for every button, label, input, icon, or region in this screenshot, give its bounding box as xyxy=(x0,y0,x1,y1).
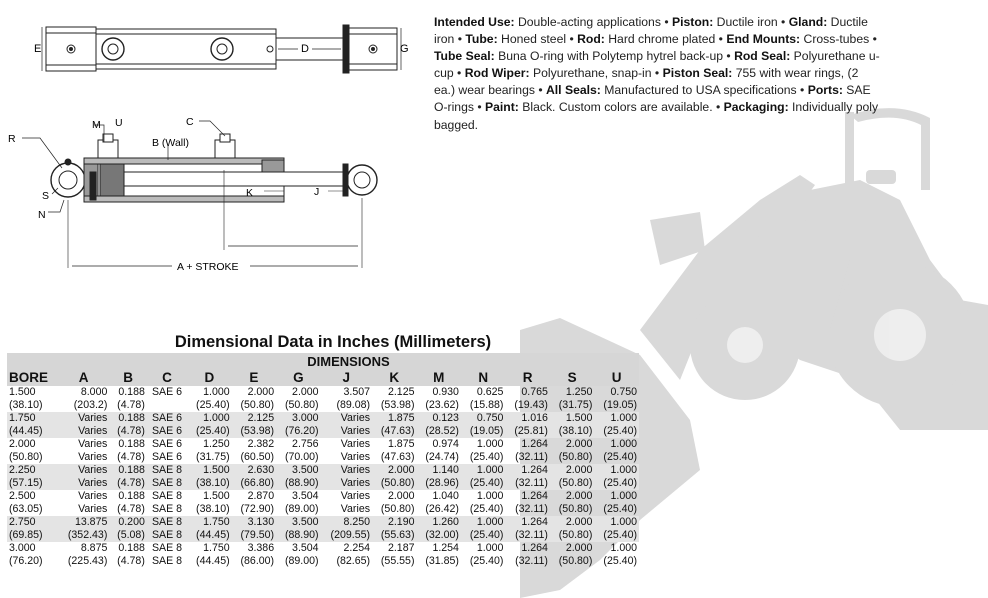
spec-value: Black. Custom colors are available. • xyxy=(518,100,724,115)
table-cell: Varies xyxy=(58,425,109,438)
table-column-header-row xyxy=(7,369,639,386)
table-cell: (47.63) xyxy=(380,451,415,463)
table-cell: (25.40) xyxy=(461,529,505,542)
table-cell: 2.000 xyxy=(565,490,593,502)
table-cell: 3.507 xyxy=(343,386,371,398)
table-cell: (66.80) xyxy=(232,477,276,490)
table-row xyxy=(7,503,639,516)
table-cell: (32.00) xyxy=(416,529,460,542)
table-cell: (4.78) xyxy=(117,451,145,463)
spec-label: All Seals: xyxy=(545,83,601,98)
table-cell: 1.000 xyxy=(594,412,639,425)
table-cell: (60.50) xyxy=(240,451,275,463)
table-cell: (209.55) xyxy=(321,529,372,542)
table-cell: SAE 8 xyxy=(147,477,187,490)
table-cell: 2.000 xyxy=(372,464,416,477)
dimensional-data-table xyxy=(7,353,639,568)
table-cell: (25.40) xyxy=(603,451,637,463)
table-cell: (32.11) xyxy=(505,477,549,490)
spec-value: Ductile iron • xyxy=(713,15,789,29)
table-row xyxy=(7,477,639,490)
table-row xyxy=(7,412,639,425)
table-cell: Varies xyxy=(321,464,372,477)
spec-label: Tube Seal: xyxy=(434,49,495,64)
table-cell: 1.500 xyxy=(187,464,231,477)
table-cell: (88.90) xyxy=(276,529,320,542)
table-cell: 3.130 xyxy=(232,516,276,529)
column-header-k: K xyxy=(389,370,400,385)
table-cell: 1.000 xyxy=(203,386,230,398)
table-row xyxy=(7,386,639,399)
table-cell: 1.254 xyxy=(432,542,459,554)
table-cell: 1.250 xyxy=(203,438,230,450)
table-cell: (5.08) xyxy=(109,529,147,542)
table-cell: 1.264 xyxy=(521,542,548,554)
table-cell: 3.000 xyxy=(276,412,320,425)
table-cell: 0.188 xyxy=(109,464,147,477)
table-cell: (25.40) xyxy=(196,399,230,411)
table-cell: (25.40) xyxy=(603,503,637,515)
table-cell: 13.875 xyxy=(58,516,109,529)
table-cell: (31.75) xyxy=(558,399,593,411)
table-cell: 1.750 xyxy=(7,412,58,425)
table-cell: 0.765 xyxy=(521,386,548,398)
column-header-j: J xyxy=(342,370,351,385)
table-cell: 3.000 xyxy=(9,542,36,554)
table-cell: 1.500 xyxy=(9,386,36,398)
table-title: Dimensional Data in Inches (Millimeters) xyxy=(174,333,492,351)
table-cell: 1.140 xyxy=(416,464,460,477)
table-cell: 1.040 xyxy=(432,490,459,502)
table-cell: (47.63) xyxy=(372,425,416,438)
table-cell: 2.750 xyxy=(7,516,58,529)
table-cell: (76.20) xyxy=(9,555,43,567)
label-r: R xyxy=(8,133,16,145)
table-cell: (31.75) xyxy=(196,451,230,463)
spec-label: Piston Seal: xyxy=(662,66,733,81)
table-cell: 0.930 xyxy=(432,386,459,398)
table-cell: 2.000 xyxy=(550,464,594,477)
spec-value: Polyurethane u-cup • xyxy=(434,49,880,81)
table-cell: (82.65) xyxy=(336,555,371,567)
table-cell: (23.62) xyxy=(425,399,459,411)
spec-label: Tube: xyxy=(465,32,498,47)
table-cell: 2.254 xyxy=(343,542,371,554)
table-cell: (69.85) xyxy=(7,529,58,542)
label-j: J xyxy=(314,186,320,198)
table-row xyxy=(7,425,639,438)
table-cell: 1.000 xyxy=(476,438,504,450)
table-cell: 1.000 xyxy=(610,438,637,450)
table-cell: (28.52) xyxy=(416,425,460,438)
table-cell: (24.74) xyxy=(425,451,459,463)
spec-value: 755 with wear rings, (2 ea.) wear bearings • xyxy=(434,66,859,98)
table-cell: 1.000 xyxy=(594,464,639,477)
table-cell: (38.10) xyxy=(187,477,231,490)
table-cell: (44.45) xyxy=(7,425,58,438)
table-cell: (28.96) xyxy=(416,477,460,490)
table-cell: Varies xyxy=(340,503,371,515)
table-cell: (57.15) xyxy=(7,477,58,490)
table-cell: SAE 8 xyxy=(151,503,183,515)
table-cell: 3.504 xyxy=(292,490,319,502)
table-cell: 0.188 xyxy=(118,438,145,450)
table-cell: SAE 8 xyxy=(147,464,187,477)
table-cell: (50.80) xyxy=(550,477,594,490)
table-cell: 1.500 xyxy=(203,490,230,502)
table-cell: SAE 8 xyxy=(151,555,183,567)
table-cell: (72.90) xyxy=(240,503,275,515)
table-cell: SAE 8 xyxy=(147,529,187,542)
table-cell xyxy=(147,399,187,412)
dimensions-header: DIMENSIONS xyxy=(307,353,390,369)
table-cell: (19.05) xyxy=(461,425,505,438)
table-cell: (25.40) xyxy=(461,477,505,490)
table-cell: (25.40) xyxy=(603,555,637,567)
table-cell: (79.50) xyxy=(232,529,276,542)
column-header-bore: BORE xyxy=(9,370,49,385)
spec-label: Packaging: xyxy=(723,100,789,115)
table-cell: 8.250 xyxy=(321,516,372,529)
table-row xyxy=(7,399,639,412)
table-cell: 2.000 xyxy=(565,438,593,450)
spec-value: Polyurethane, snap-in • xyxy=(529,66,663,81)
table-cell: 1.260 xyxy=(416,516,460,529)
table-row xyxy=(7,451,639,464)
table-cell: (32.11) xyxy=(515,555,548,567)
column-header-m: M xyxy=(433,370,445,385)
column-header-n: N xyxy=(478,370,489,385)
table-cell: (50.80) xyxy=(9,451,43,463)
spec-value: Hard chrome plated • xyxy=(604,32,727,47)
table-cell: (70.00) xyxy=(284,451,319,463)
table-row xyxy=(7,490,639,503)
table-cell: 0.188 xyxy=(118,386,145,398)
table-cell: 2.000 xyxy=(9,438,36,450)
table-cell: (25.40) xyxy=(469,451,504,463)
cylinder-technical-drawing xyxy=(0,0,430,290)
table-body xyxy=(7,386,639,568)
table-cell: 0.200 xyxy=(109,516,147,529)
column-header-a: A xyxy=(78,370,89,385)
cylinder-section-view xyxy=(22,121,377,268)
table-cell: (50.80) xyxy=(558,555,593,567)
table-cell: 2.500 xyxy=(9,490,36,502)
table-cell: Varies xyxy=(58,412,109,425)
table-cell: Varies xyxy=(78,503,108,515)
table-cell: 1.500 xyxy=(550,412,594,425)
table-cell: 0.750 xyxy=(610,386,637,398)
table-cell: 2.000 xyxy=(247,386,275,398)
table-cell: (50.80) xyxy=(550,529,594,542)
table-cell: 1.000 xyxy=(461,464,505,477)
spec-value: Ductile iron • xyxy=(434,15,868,47)
table-cell: 1.875 xyxy=(387,438,415,450)
table-cell: 3.386 xyxy=(247,542,275,554)
table-cell: 1.264 xyxy=(505,516,549,529)
label-a-stroke: A + STROKE xyxy=(177,261,239,273)
table-cell: 2.187 xyxy=(387,542,415,554)
table-cell: Varies xyxy=(78,451,108,463)
table-cell: SAE 6 xyxy=(151,386,183,398)
table-cell: (25.40) xyxy=(594,529,639,542)
label-u: U xyxy=(115,117,123,129)
label-n: N xyxy=(38,209,46,221)
table-cell: SAE 6 xyxy=(151,451,183,463)
table-cell: (38.10) xyxy=(196,503,230,515)
table-cell: (89.00) xyxy=(284,555,319,567)
spec-label: Paint: xyxy=(485,100,519,115)
table-cell: (89.08) xyxy=(336,399,371,411)
spec-value: SAE O-rings • xyxy=(434,83,871,115)
table-cell: 8.875 xyxy=(80,542,108,554)
table-cell: 2.000 xyxy=(550,516,594,529)
table-cell: 2.125 xyxy=(232,412,276,425)
table-cell: (25.40) xyxy=(469,503,504,515)
table-cell: (4.78) xyxy=(117,399,145,411)
table-row xyxy=(7,529,639,542)
table-cell: Varies xyxy=(58,477,109,490)
table-cell: 1.016 xyxy=(505,412,549,425)
spec-label: Rod: xyxy=(577,32,605,47)
table-cell: (32.11) xyxy=(515,451,548,463)
table-cell: (19.43) xyxy=(514,399,548,411)
table-cell: 1.750 xyxy=(187,516,231,529)
column-header-b: B xyxy=(123,370,133,385)
spec-value: Buna O-ring with Polytemp hytrel back-up • xyxy=(494,49,735,64)
table-row xyxy=(7,542,639,555)
table-cell: (25.40) xyxy=(469,555,504,567)
table-cell: 1.264 xyxy=(521,490,548,502)
table-cell: 2.190 xyxy=(372,516,416,529)
table-cell: 0.123 xyxy=(416,412,460,425)
label-s: S xyxy=(42,190,50,202)
table-cell: 1.750 xyxy=(203,542,230,554)
table-cell: (4.78) xyxy=(109,477,147,490)
table-row xyxy=(7,464,639,477)
table-cell: (86.00) xyxy=(240,555,275,567)
table-cell: (203.2) xyxy=(73,399,108,411)
table-cell: 2.000 xyxy=(565,542,593,554)
spec-value: Double-acting applications • xyxy=(514,15,672,29)
table-cell: 1.264 xyxy=(521,438,548,450)
table-cell: SAE 8 xyxy=(147,516,187,529)
table-cell: (88.90) xyxy=(276,477,320,490)
column-header-d: D xyxy=(204,370,215,385)
table-cell: Varies xyxy=(78,438,108,450)
table-cell: (63.05) xyxy=(9,503,43,515)
table-cell: 2.000 xyxy=(292,386,319,398)
spec-value: Manufactured to USA specifications • xyxy=(600,83,808,98)
table-group-header-row xyxy=(7,353,639,369)
table-cell: 2.250 xyxy=(7,464,58,477)
table-cell: 0.188 xyxy=(118,542,145,554)
table-cell: 1.000 xyxy=(187,412,231,425)
table-cell: (352.43) xyxy=(58,529,109,542)
table-cell: SAE 8 xyxy=(151,490,183,502)
table-cell: 0.188 xyxy=(118,490,145,502)
table-cell: 2.630 xyxy=(232,464,276,477)
table-cell: (38.10) xyxy=(9,399,43,411)
table-cell: 3.500 xyxy=(276,516,320,529)
table-cell: (44.45) xyxy=(187,529,231,542)
table-cell: 2.870 xyxy=(247,490,275,502)
table-cell: 0.188 xyxy=(109,412,147,425)
spec-label: Rod Seal: xyxy=(734,49,791,64)
table-cell: (4.78) xyxy=(117,503,145,515)
table-cell: 1.250 xyxy=(565,386,593,398)
spec-label: Ports: xyxy=(807,83,843,98)
table-cell: (25.81) xyxy=(505,425,549,438)
table-cell: (55.55) xyxy=(380,555,415,567)
table-cell: (50.80) xyxy=(558,503,593,515)
table-cell: 2.000 xyxy=(387,490,415,502)
table-cell: (4.78) xyxy=(117,555,145,567)
table-cell: SAE 6 xyxy=(147,412,187,425)
table-cell: Varies xyxy=(340,451,371,463)
table-cell: 1.000 xyxy=(476,542,504,554)
table-cell: SAE 6 xyxy=(147,425,187,438)
label-b-wall: B (Wall) xyxy=(152,137,189,149)
table-cell: (50.80) xyxy=(372,477,416,490)
table-row xyxy=(7,555,639,568)
table-cell: (225.43) xyxy=(67,555,108,567)
column-header-c: C xyxy=(162,370,172,385)
table-cell: 1.000 xyxy=(461,516,505,529)
table-cell: 1.000 xyxy=(610,542,637,554)
table-cell: (53.98) xyxy=(380,399,415,411)
table-cell: 0.750 xyxy=(461,412,505,425)
table-cell: SAE 8 xyxy=(151,542,183,554)
table-cell: (50.80) xyxy=(558,451,593,463)
table-cell: (15.88) xyxy=(469,399,504,411)
spec-label: Gland: xyxy=(788,15,828,29)
table-cell: Varies xyxy=(321,477,372,490)
table-cell: (32.11) xyxy=(515,503,548,515)
label-d: D xyxy=(301,43,309,55)
table-cell: Varies xyxy=(321,425,372,438)
table-cell: 8.000 xyxy=(80,386,108,398)
table-cell: (55.63) xyxy=(372,529,416,542)
column-header-r: R xyxy=(522,370,533,385)
table-cell: Varies xyxy=(78,490,108,502)
table-row xyxy=(7,516,639,529)
table-cell: (53.98) xyxy=(232,425,276,438)
column-header-g: G xyxy=(293,370,304,385)
table-cell: (50.80) xyxy=(284,399,319,411)
table-cell: (76.20) xyxy=(276,425,320,438)
table-cell: 1.875 xyxy=(372,412,416,425)
label-c: C xyxy=(186,116,194,128)
table-cell: Varies xyxy=(321,412,372,425)
table-cell: (4.78) xyxy=(109,425,147,438)
table-cell: 1.000 xyxy=(610,490,637,502)
column-header-e: E xyxy=(249,370,259,385)
table-row xyxy=(7,438,639,451)
table-cell: (38.10) xyxy=(550,425,594,438)
table-cell: Varies xyxy=(340,438,371,450)
table-cell: 1.000 xyxy=(476,490,504,502)
label-k: K xyxy=(246,187,254,199)
cylinder-top-view xyxy=(42,25,401,73)
table-cell: 3.504 xyxy=(292,542,319,554)
table-cell: (44.45) xyxy=(196,555,230,567)
spec-label: Piston: xyxy=(671,15,714,29)
table-cell: 1.000 xyxy=(594,516,639,529)
table-cell: 1.264 xyxy=(505,464,549,477)
spec-value: Honed steel • xyxy=(497,32,578,47)
table-cell: (31.85) xyxy=(425,555,459,567)
spec-label: Intended Use: xyxy=(434,15,515,29)
table-cell: (25.40) xyxy=(594,425,639,438)
table-cell: 0.625 xyxy=(476,386,504,398)
table-cell: SAE 6 xyxy=(151,438,183,450)
table-cell: (50.80) xyxy=(240,399,275,411)
table-cell: (32.11) xyxy=(505,529,549,542)
table-cell: (25.40) xyxy=(187,425,231,438)
spec-label: Rod Wiper: xyxy=(464,66,530,81)
spec-value: Cross-tubes • xyxy=(800,32,877,47)
table-cell: 3.500 xyxy=(276,464,320,477)
specifications-paragraph xyxy=(434,14,882,134)
table-cell: (89.00) xyxy=(284,503,319,515)
column-header-s: S xyxy=(567,370,577,385)
table-cell: Varies xyxy=(340,490,371,502)
table-cell: (19.05) xyxy=(603,399,637,411)
spec-value: Individually poly bagged. xyxy=(434,100,879,132)
table-cell: 2.382 xyxy=(247,438,275,450)
spec-label: End Mounts: xyxy=(726,32,801,47)
table-cell: (25.40) xyxy=(594,477,639,490)
table-cell: 2.125 xyxy=(387,386,415,398)
label-g: G xyxy=(400,43,409,55)
table-cell: 2.756 xyxy=(292,438,319,450)
table-cell: (50.80) xyxy=(380,503,415,515)
table-cell: 0.974 xyxy=(432,438,459,450)
label-m: M xyxy=(92,119,101,131)
table-cell: Varies xyxy=(58,464,109,477)
label-e: E xyxy=(34,43,42,55)
table-cell: (26.42) xyxy=(425,503,459,515)
column-header-u: U xyxy=(611,370,622,385)
